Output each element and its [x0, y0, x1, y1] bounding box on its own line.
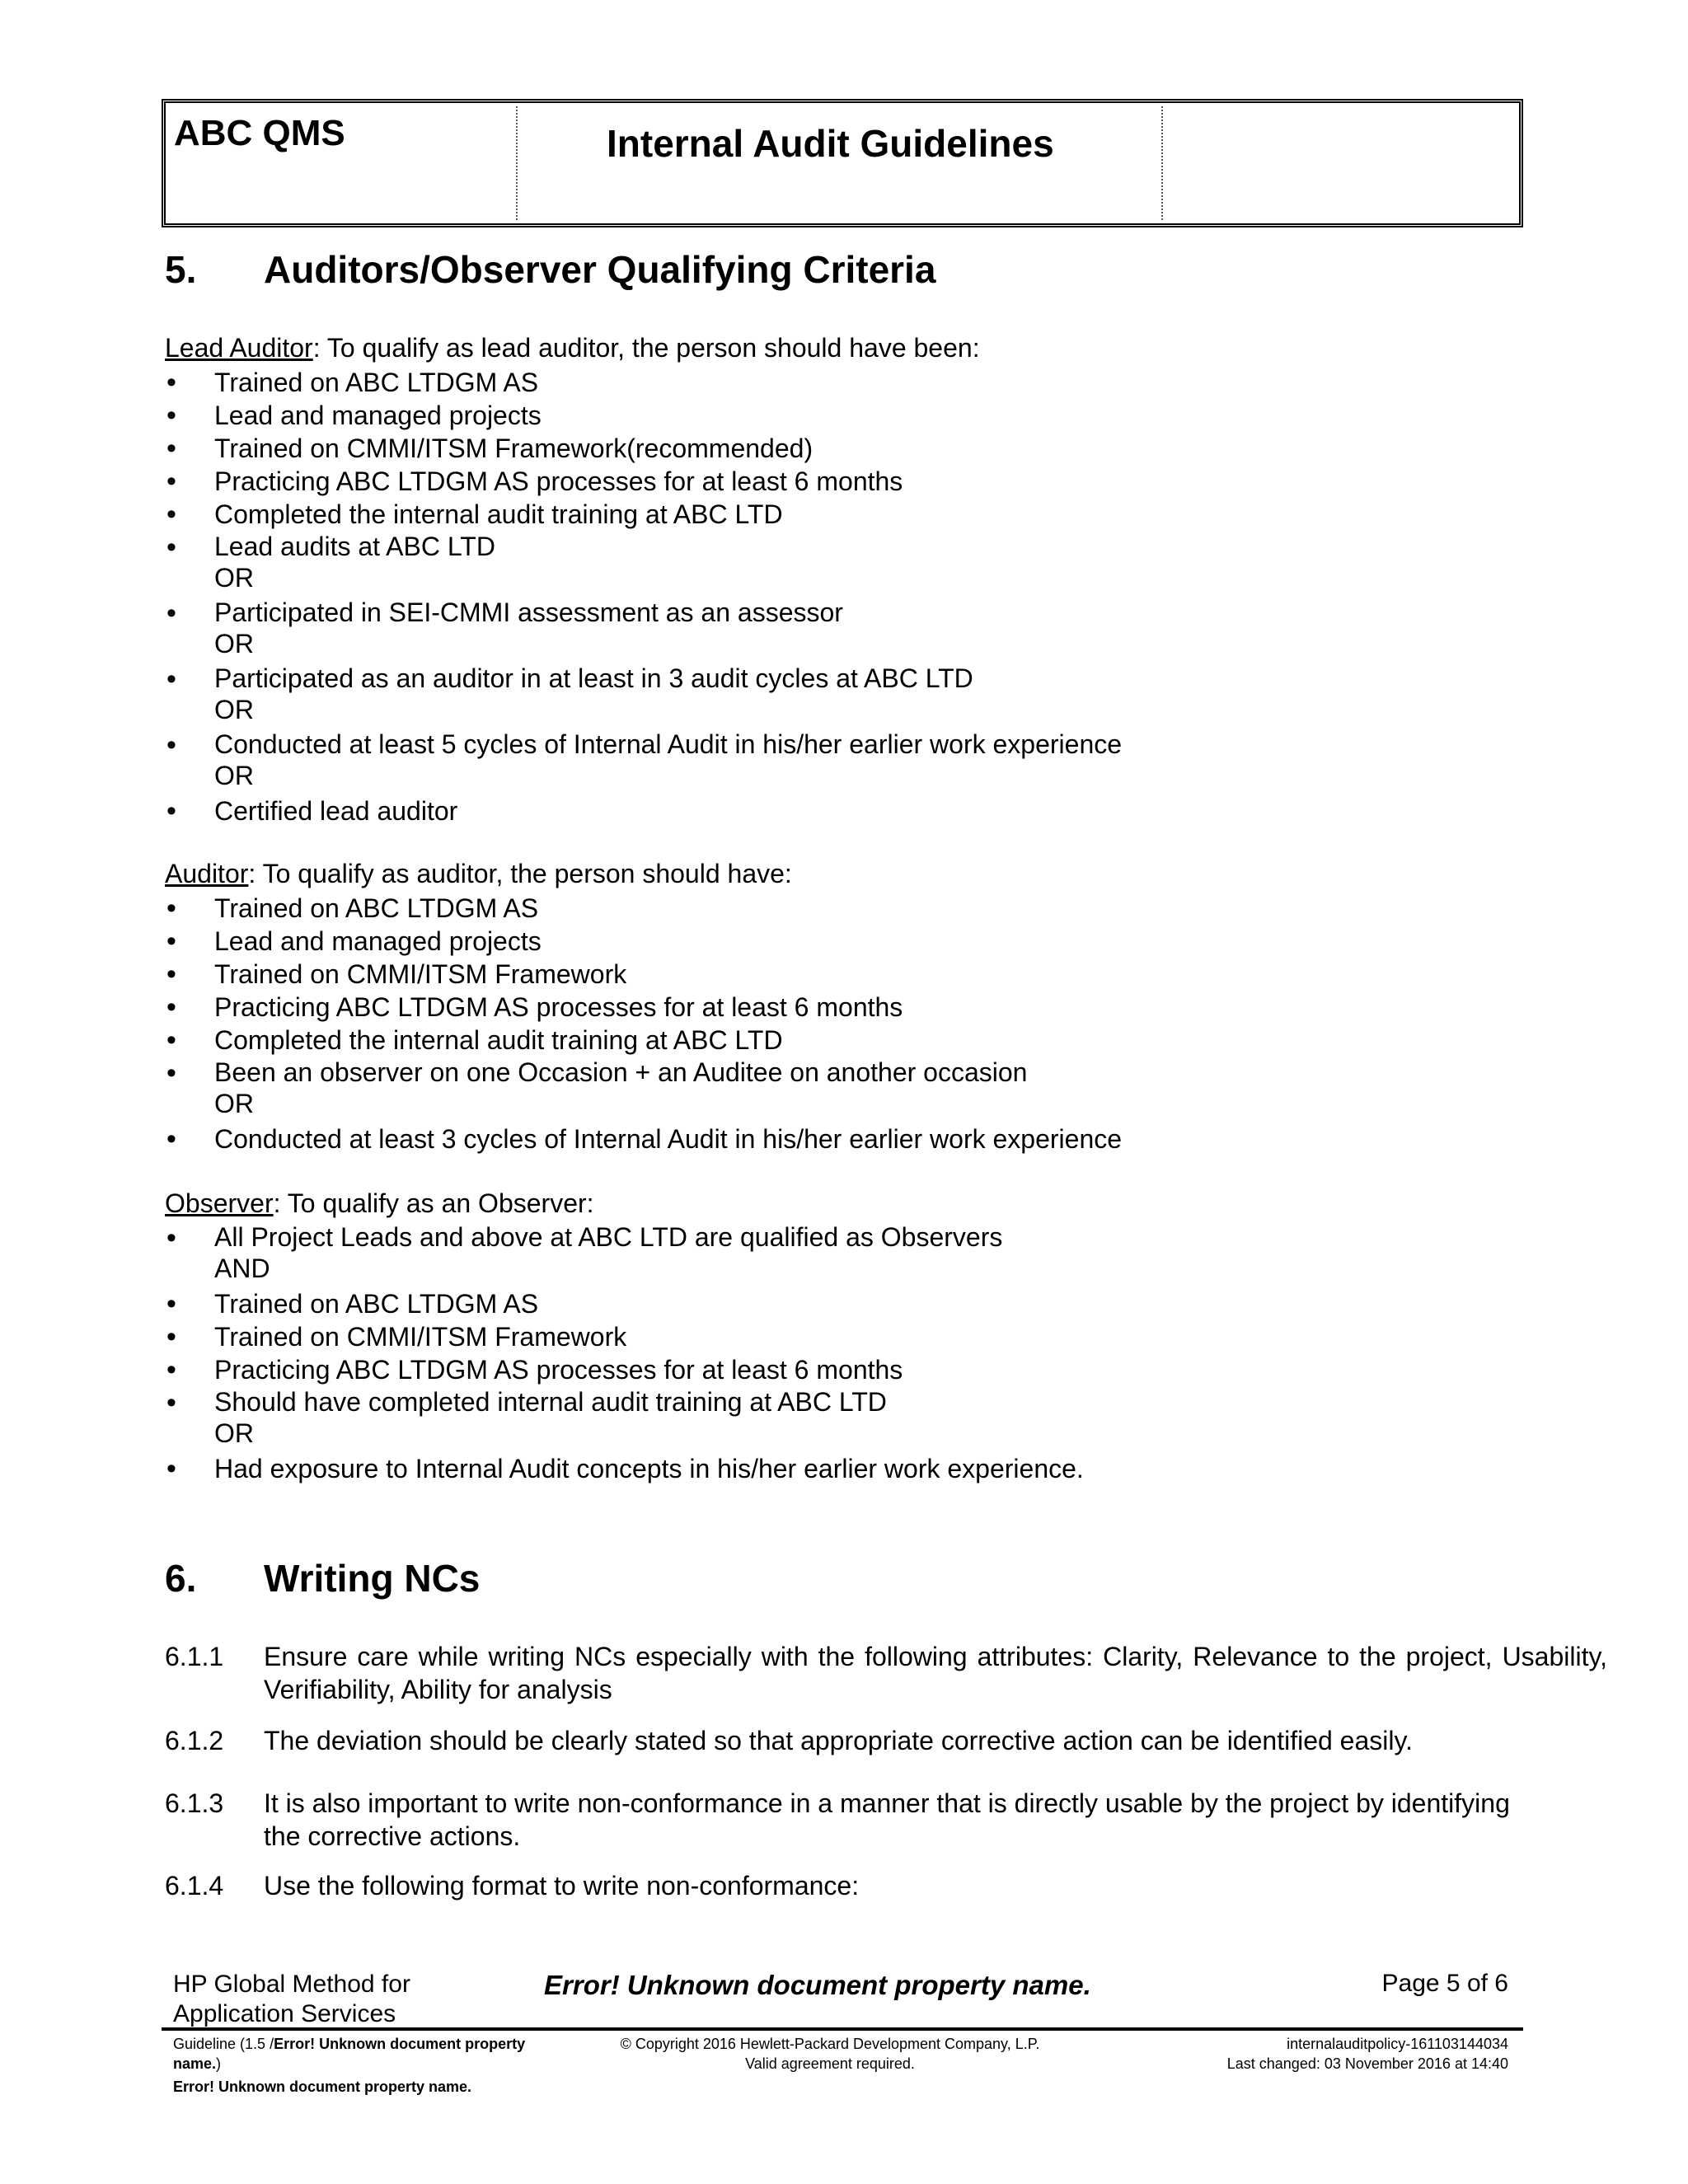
section-title: Writing NCs [264, 1557, 481, 1600]
observer-list [214, 1221, 1084, 1485]
list-item: • Practicing ABC LTDGM AS processes for at least 6 months [214, 991, 1122, 1024]
or-label: OR [214, 629, 254, 658]
footer-property-error: Error! Unknown document property name. [544, 1970, 1091, 2000]
paragraph-6-1-4: 6.1.4 Use the following format to write non-conformance: [165, 1871, 860, 1900]
header-divider [516, 106, 518, 220]
list-item: • Lead and managed projects [214, 399, 1122, 432]
observer-label: Observer [165, 1188, 274, 1218]
list-item: • Practicing ABC LTDGM AS processes for at least 6 months [214, 465, 1122, 498]
section-5-heading [165, 247, 1484, 297]
footer-rule [162, 2027, 1523, 2031]
list-item: • All Project Leads and above at ABC LTD are qualified as Observers AND [214, 1221, 1084, 1287]
header-qms-label: ABC QMS [174, 113, 345, 153]
list-item: • Trained on ABC LTDGM AS [214, 1287, 1084, 1320]
and-label: AND [214, 1254, 270, 1283]
auditor-list [214, 892, 1122, 1155]
observer-intro: Observer: To qualify as an Observer: [165, 1188, 594, 1218]
list-item: • Trained on ABC LTDGM AS [214, 366, 1122, 399]
section-6-heading [165, 1556, 1484, 1605]
header-divider [1161, 106, 1163, 220]
paragraph-6-1-3: 6.1.3 It is also important to write non-conformance in a manner that is directly usable by the project by identifying the corrective actions. [165, 1788, 1510, 1851]
lead-auditor-label: Lead Auditor [165, 333, 313, 363]
paragraph-6-1-2: 6.1.2 The deviation should be clearly stated so that appropriate corrective action can be identified easily. [165, 1726, 1413, 1755]
footer-doc-info: internalauditpolicy-161103144034 Last changed: 03 November 2016 at 14:40 [1226, 2036, 1508, 2072]
auditor-label: Auditor [165, 859, 249, 888]
list-item: • Conducted at least 5 cycles of Internal Audit in his/her earlier work experience OR [214, 729, 1122, 794]
or-label: OR [214, 563, 254, 593]
auditor-intro: Auditor: To qualify as auditor, the person should have: [165, 859, 792, 888]
list-item: • Should have completed internal audit training at ABC LTD OR [214, 1386, 1084, 1452]
list-item: • Lead and managed projects [214, 925, 1122, 958]
section-number: 5. [165, 248, 197, 291]
list-item: • Trained on CMMI/ITSM Framework [214, 958, 1122, 991]
list-item: • Conducted at least 3 cycles of Internal Audit in his/her earlier work experience [214, 1122, 1122, 1155]
footer-copyright: © Copyright 2016 Hewlett-Packard Development Company, L.P. Valid agreement required. [620, 2036, 1040, 2072]
list-item: • Had exposure to Internal Audit concepts in his/her earlier work experience. [214, 1452, 1084, 1485]
list-item: • Participated in SEI-CMMI assessment as an assessor OR [214, 597, 1122, 663]
footer-page-number: Page 5 of 6 [1381, 1970, 1508, 1997]
footer-guideline: Guideline (1.5 /Error! Unknown document property name.) Error! Unknown document property name. [173, 2036, 526, 2095]
list-item: • Trained on CMMI/ITSM Framework [214, 1320, 1084, 1353]
section-number: 6. [165, 1557, 197, 1600]
footer-method: HP Global Method for Application Services [173, 1971, 410, 2027]
paragraph-6-1-1: 6.1.1 Ensure care while writing NCs especially with the following attributes: Clarity, Relevance to the project, Usability, Verifiability, Ability for analysis [165, 1642, 1607, 1704]
or-label: OR [214, 695, 254, 724]
list-item: • Certified lead auditor [214, 794, 1122, 827]
list-item: • Been an observer on one Occasion + an Auditee on another occasion OR [214, 1057, 1122, 1122]
lead-auditor-intro: Lead Auditor: To qualify as lead auditor, the person should have been: [165, 333, 980, 363]
or-label: OR [214, 1418, 254, 1448]
list-item: • Completed the internal audit training at ABC LTD [214, 498, 1122, 531]
or-label: OR [214, 1089, 254, 1118]
list-item: • Completed the internal audit training at ABC LTD [214, 1024, 1122, 1057]
list-item: • Participated as an auditor in at least in 3 audit cycles at ABC LTD OR [214, 663, 1122, 729]
list-item: • Lead audits at ABC LTD OR [214, 531, 1122, 597]
or-label: OR [214, 761, 254, 790]
list-item: • Trained on CMMI/ITSM Framework(recommended) [214, 432, 1122, 465]
list-item: • Trained on ABC LTDGM AS [214, 892, 1122, 925]
header-title: Internal Audit Guidelines [607, 122, 1054, 165]
section-title: Auditors/Observer Qualifying Criteria [264, 248, 936, 291]
header-table [162, 99, 1523, 227]
lead-auditor-list [214, 366, 1122, 827]
list-item: • Practicing ABC LTDGM AS processes for at least 6 months [214, 1353, 1084, 1386]
